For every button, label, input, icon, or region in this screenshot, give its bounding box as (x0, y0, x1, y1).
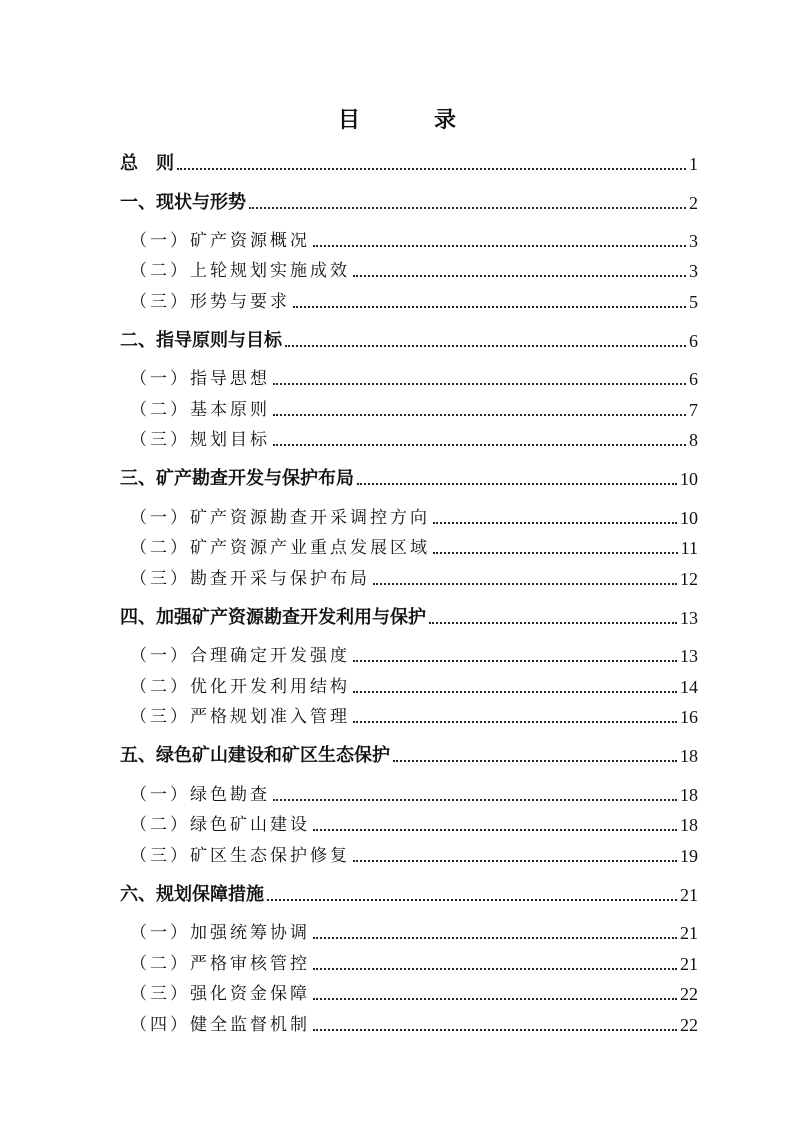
toc-entry-subsection[interactable] (130, 638, 698, 668)
toc-entry-subsection[interactable] (130, 223, 698, 253)
toc-entry-subsection[interactable] (130, 915, 698, 945)
dot-leader (393, 760, 677, 762)
dot-leader (357, 483, 677, 485)
toc-page-number: 13 (680, 608, 698, 628)
toc-page-number: 3 (689, 261, 698, 281)
toc-page-number: 16 (680, 707, 698, 727)
dot-leader (313, 1029, 677, 1031)
toc-entry-label: 三、矿产勘查开发与保护布局 (120, 468, 354, 489)
toc-entry-subsection[interactable] (130, 361, 698, 391)
toc-entry-subsection[interactable] (130, 699, 698, 729)
toc-entry-label: （三）形势与要求 (130, 292, 290, 312)
toc-entry-subsection[interactable] (130, 777, 698, 807)
toc-page-number: 12 (680, 569, 698, 589)
toc-entry-label: 一、现状与形势 (120, 192, 246, 213)
dot-leader (313, 968, 677, 970)
dot-leader (429, 622, 677, 624)
dot-leader (353, 860, 677, 862)
dot-leader (433, 552, 678, 554)
toc-page-number: 13 (680, 646, 698, 666)
dot-leader (273, 414, 686, 416)
dot-leader (285, 345, 686, 347)
toc-entry-subsection[interactable] (130, 807, 698, 837)
toc-entry-label: （三）勘查开采与保护布局 (130, 569, 370, 589)
dot-leader (353, 275, 686, 277)
toc-entry-label: （三）矿区生态保护修复 (130, 846, 350, 866)
toc-entry-label: （一）绿色勘查 (130, 785, 270, 805)
toc-entry-section-3[interactable] (120, 461, 698, 491)
toc-entry-label: （一）矿产资源概况 (130, 231, 310, 251)
toc-page-number: 21 (680, 954, 698, 974)
toc-entry-label: 总 则 (120, 153, 174, 174)
toc-entry-subsection[interactable] (130, 284, 698, 314)
toc-entry-subsection[interactable] (130, 500, 698, 530)
toc-page-number: 7 (689, 400, 698, 420)
dot-leader (373, 583, 677, 585)
toc-entry-section-4[interactable] (120, 600, 698, 630)
toc-entry-subsection[interactable] (130, 253, 698, 283)
toc-entry-section-6[interactable] (120, 877, 698, 907)
toc-page-number: 6 (689, 331, 698, 351)
toc-entry-subsection[interactable] (130, 530, 698, 560)
dot-leader (177, 168, 686, 170)
toc-entry-label: 二、指导原则与目标 (120, 330, 282, 351)
toc-page-number: 18 (680, 746, 698, 766)
toc-entry-label: （二）绿色矿山建设 (130, 815, 310, 835)
toc-entry-label: 六、规划保障措施 (120, 884, 264, 905)
toc-entry-label: （二）优化开发利用结构 (130, 677, 350, 697)
toc-page-number: 10 (680, 469, 698, 489)
dot-leader (249, 207, 686, 209)
toc-entry-label: （三）强化资金保障 (130, 984, 310, 1004)
toc-entry-section-5[interactable] (120, 738, 698, 768)
toc-entry-label: （一）加强统筹协调 (130, 923, 310, 943)
toc-entry-subsection[interactable] (130, 946, 698, 976)
toc-entry-section-1[interactable] (120, 185, 698, 215)
dot-leader (433, 522, 677, 524)
toc-page-number: 14 (680, 677, 698, 697)
toc-entry-subsection[interactable] (130, 838, 698, 868)
dot-leader (273, 799, 677, 801)
dot-leader (273, 383, 686, 385)
dot-leader (273, 444, 686, 446)
toc-entry-label: （二）矿产资源产业重点发展区域 (130, 538, 430, 558)
toc-entry-label: （三）严格规划准入管理 (130, 707, 350, 727)
toc-page-number: 22 (680, 984, 698, 1004)
dot-leader (313, 937, 677, 939)
toc-entry-subsection[interactable] (130, 976, 698, 1006)
toc-entry-label: （二）严格审核管控 (130, 954, 310, 974)
toc-entry-section-2[interactable] (120, 323, 698, 353)
toc-page-number: 19 (680, 846, 698, 866)
page-title: 目 录 (337, 108, 482, 133)
toc-page-number: 21 (680, 923, 698, 943)
toc-page-number: 21 (680, 885, 698, 905)
toc-entry-label: （三）规划目标 (130, 430, 270, 450)
toc-page-number: 11 (680, 538, 698, 558)
toc-page-number: 18 (680, 815, 698, 835)
toc-entry-label: （一）矿产资源勘查开采调控方向 (130, 508, 430, 528)
toc-entry-label: （二）上轮规划实施成效 (130, 261, 350, 281)
toc-entry-subsection[interactable] (130, 392, 698, 422)
toc-entry-subsection[interactable] (130, 669, 698, 699)
dot-leader (353, 721, 677, 723)
toc-entry-label: 五、绿色矿山建设和矿区生态保护 (120, 745, 390, 766)
toc-entry-label: （一）合理确定开发强度 (130, 646, 350, 666)
dot-leader (353, 691, 677, 693)
dot-leader (313, 998, 677, 1000)
toc-page-number: 2 (689, 193, 698, 213)
toc-entry-label: （一）指导思想 (130, 369, 270, 389)
toc-entry-label: （二）基本原则 (130, 400, 270, 420)
toc-page-number: 1 (689, 154, 698, 174)
dot-leader (313, 245, 686, 247)
toc-entry-subsection[interactable] (130, 422, 698, 452)
dot-leader (313, 829, 677, 831)
toc-page-number: 6 (689, 369, 698, 389)
dot-leader (267, 899, 677, 901)
toc-page-number: 10 (680, 508, 698, 528)
toc-entry-general[interactable] (120, 146, 698, 176)
toc-entry-label: 四、加强矿产资源勘查开发利用与保护 (120, 607, 426, 628)
toc-entry-subsection[interactable] (130, 561, 698, 591)
toc-page-number: 5 (689, 292, 698, 312)
dot-leader (353, 660, 677, 662)
toc-page-number: 3 (689, 231, 698, 251)
toc-page-number: 22 (680, 1015, 698, 1035)
dot-leader (293, 306, 686, 308)
toc-entry-subsection[interactable] (130, 1007, 698, 1037)
toc-page-number: 18 (680, 785, 698, 805)
toc-page-number: 8 (689, 430, 698, 450)
toc-entry-label: （四）健全监督机制 (130, 1015, 310, 1035)
